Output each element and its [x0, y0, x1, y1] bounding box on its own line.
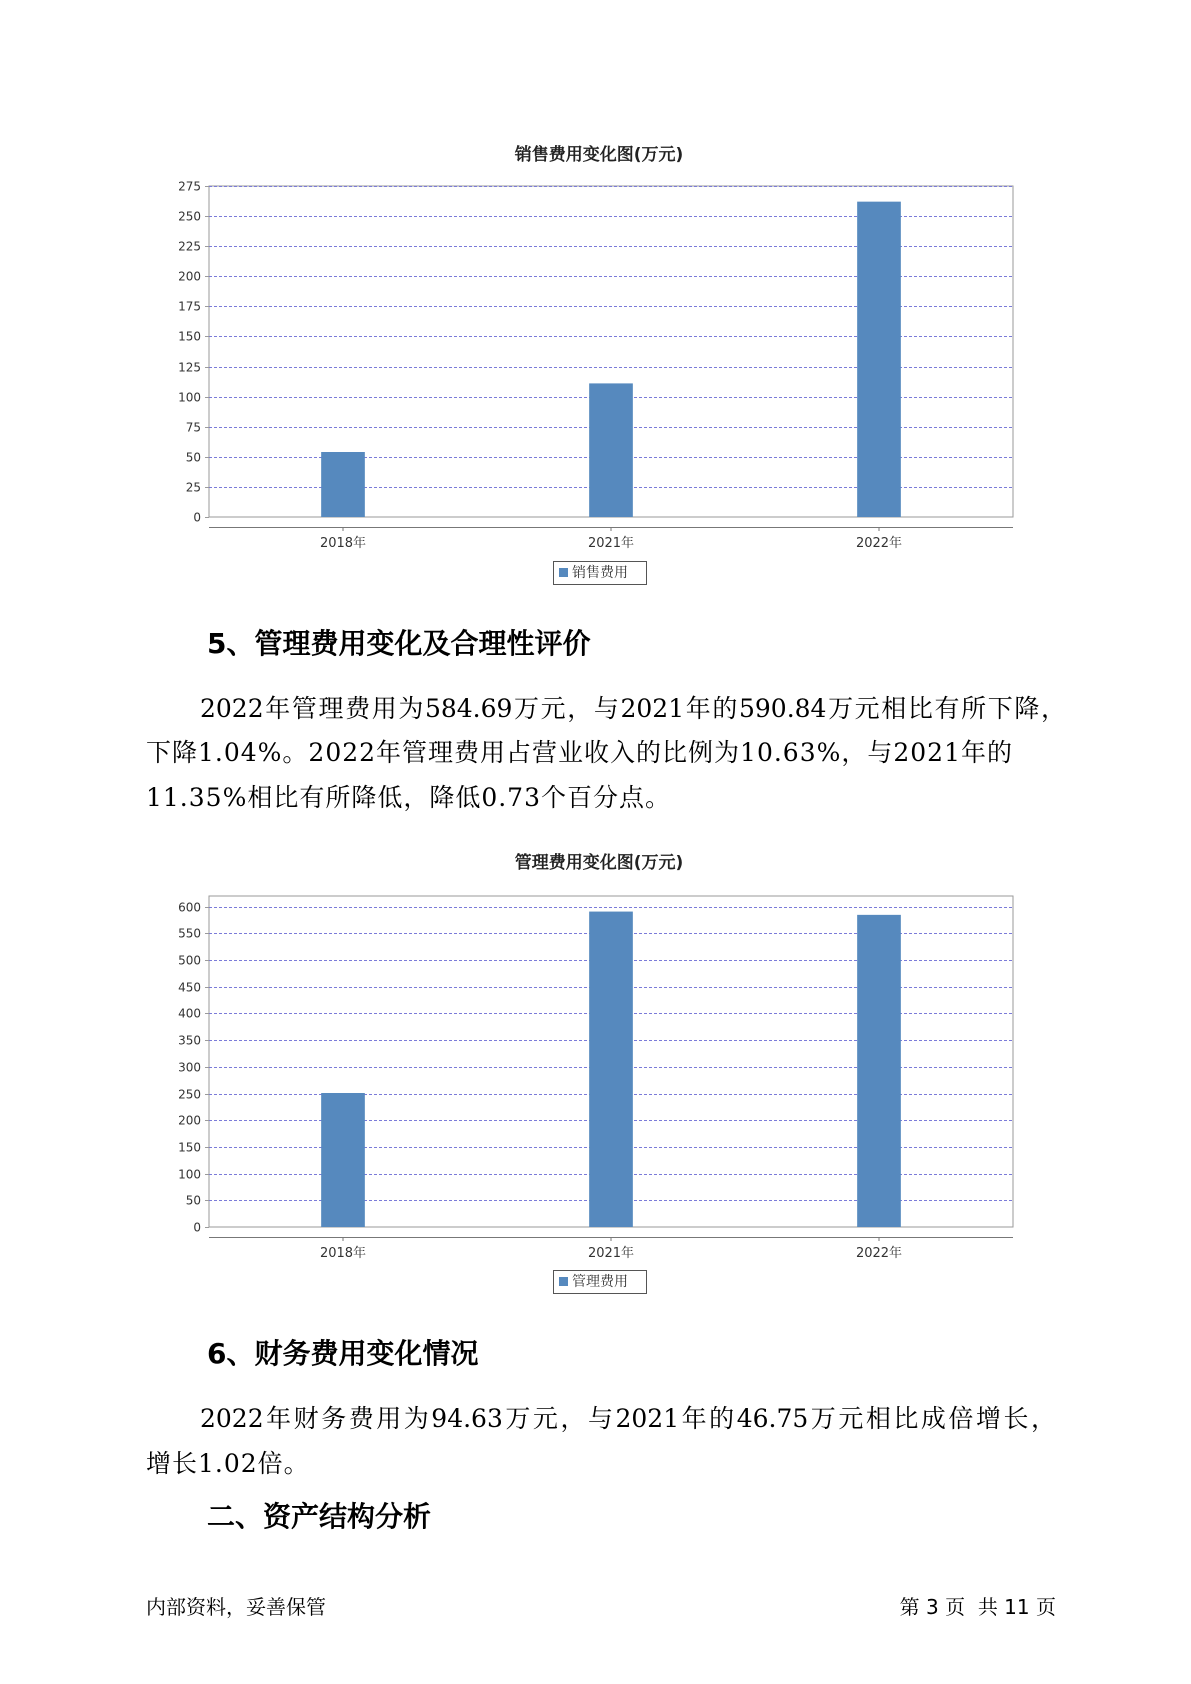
- section-heading-management-expense: 5、管理费用变化及合理性评价: [207, 627, 591, 660]
- y-tick-label: 500: [178, 953, 201, 968]
- paragraph-line: 2022年管理费用为584.69万元，与2021年的590.84万元相比有所下降，: [200, 694, 1066, 723]
- sales-expense-chart-title: 销售费用变化图(万元): [514, 145, 684, 165]
- paragraph-line: 增长1.02倍。: [146, 1449, 310, 1478]
- y-tick-label: 50: [185, 1193, 201, 1208]
- y-tick-label: 400: [178, 1006, 201, 1021]
- y-tick-label: 275: [178, 179, 201, 194]
- footer-page-number: 第 3 页 共 11 页: [899, 1595, 1056, 1619]
- bar: [589, 912, 633, 1227]
- y-tick-label: 550: [178, 926, 201, 941]
- legend-swatch: [559, 1277, 568, 1286]
- y-tick-label: 225: [178, 239, 201, 254]
- y-tick-label: 0: [193, 510, 201, 525]
- paragraph-line: 2022年财务费用为94.63万元，与2021年的46.75万元相比成倍增长，: [200, 1404, 1056, 1433]
- management-expense-bar-chart: [0, 880, 1191, 1270]
- bar: [589, 383, 633, 517]
- y-tick-label: 150: [178, 329, 201, 344]
- y-tick-label: 25: [185, 480, 201, 495]
- x-tick-label: 2021年: [587, 536, 635, 551]
- section-heading-financial-expense: 6、财务费用变化情况: [207, 1337, 479, 1370]
- x-tick-label: 2018年: [319, 1246, 367, 1261]
- y-tick-label: 250: [178, 209, 201, 224]
- bar: [321, 1093, 365, 1227]
- y-tick-label: 125: [178, 360, 201, 375]
- footer-confidential-note: 内部资料，妥善保管: [146, 1595, 326, 1619]
- y-tick-label: 0: [193, 1220, 201, 1235]
- y-tick-label: 75: [185, 420, 201, 435]
- bar: [857, 202, 901, 517]
- management-expense-legend: [553, 1270, 647, 1294]
- y-tick-label: 150: [178, 1140, 201, 1155]
- y-tick-label: 175: [178, 299, 201, 314]
- section-heading-asset-structure: 二、资产结构分析: [207, 1500, 432, 1533]
- x-tick-label: 2018年: [319, 536, 367, 551]
- legend-swatch: [559, 568, 568, 577]
- sales-expense-legend: [553, 561, 647, 585]
- x-tick-label: 2021年: [587, 1246, 635, 1261]
- bar: [321, 452, 365, 517]
- y-tick-label: 250: [178, 1087, 201, 1102]
- paragraph-line: 下降1.04%。2022年管理费用占营业收入的比例为10.63%，与2021年的: [146, 738, 1013, 767]
- y-tick-label: 600: [178, 900, 201, 915]
- y-tick-label: 200: [178, 269, 201, 284]
- x-tick-label: 2022年: [855, 1246, 903, 1261]
- management-expense-chart-title: 管理费用变化图(万元): [514, 853, 684, 873]
- sales-expense-bar-chart: [0, 170, 1191, 560]
- y-tick-label: 100: [178, 390, 201, 405]
- y-tick-label: 50: [185, 450, 201, 465]
- y-tick-label: 100: [178, 1167, 201, 1182]
- y-tick-label: 200: [178, 1113, 201, 1128]
- x-tick-label: 2022年: [855, 536, 903, 551]
- y-tick-label: 350: [178, 1033, 201, 1048]
- bar: [857, 915, 901, 1227]
- y-tick-label: 300: [178, 1060, 201, 1075]
- legend-label: 销售费用: [572, 565, 628, 581]
- y-tick-label: 450: [178, 980, 201, 995]
- legend-label: 管理费用: [572, 1274, 628, 1290]
- paragraph-line: 11.35%相比有所降低，降低0.73个百分点。: [146, 783, 671, 812]
